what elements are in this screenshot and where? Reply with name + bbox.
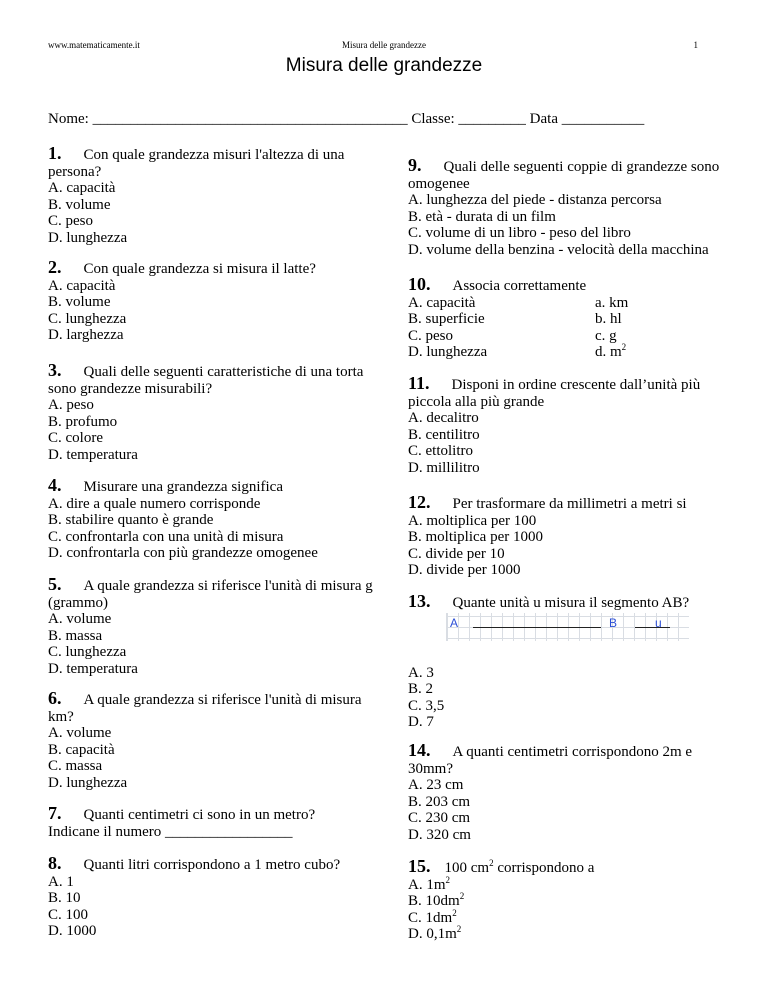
match-row [408,311,738,328]
option: D. lunghezza [48,229,128,246]
option: D. temperatura [48,660,138,677]
option: B. $10dm^2$ [408,891,465,909]
question-number: 3. [48,360,62,380]
question-11 [408,375,738,476]
option: C. colore [48,430,103,446]
match-row [408,295,738,312]
point-b-label: B [609,616,618,630]
question-number: 11. [408,373,430,393]
option: C. lunghezza [48,644,127,660]
match-left-item: C. peso [408,327,453,344]
option: C. confrontarla con una unità di misura [48,528,284,545]
question-3 [48,362,378,463]
question-13 [408,593,738,731]
question-number: 9. [408,155,422,175]
question-7 [48,805,378,840]
question-text: Quali delle seguenti caratteristiche di una torta sono grandezze misurabili? [48,364,364,397]
student-info-line: Nome: __________________________________________ Classe: _________ Data ___________ [48,111,645,127]
option: D. $0,1m^2$ [408,924,462,942]
match-right-item: d. $m^2$ [595,342,627,360]
option: D. volume della benzina - velocità della macchina [408,241,709,258]
question-text: Quanti litri corrispondono a 1 metro cubo? [83,857,341,873]
option: C. 100 [48,906,89,923]
match-left-item: B. superficie [408,311,485,327]
header-page-number: 1 [693,40,698,50]
option: D. lunghezza [48,774,128,791]
question-number: 4. [48,475,62,495]
question-number: 14. [408,740,431,760]
question-15 [408,858,738,943]
option: D. confrontarla con più grandezze omogenee [48,545,318,561]
option: D. divide per 1000 [408,562,521,578]
question-number: 13. [408,591,431,611]
question-text: Con quale grandezza si misura il latte? [83,261,316,277]
question-number: 8. [48,853,62,873]
question-8 [48,855,378,940]
question-text: Quanti centimetri ci sono in un metro? [83,807,316,823]
question-5 [48,576,378,677]
question-text: Disponi in ordine crescente dall’unità più piccola alla più grande [408,377,701,410]
question-text: Associa correttamente [452,278,587,294]
question-text: A quanti centimetri corrispondono 2m e 30mm? [408,744,693,777]
option: C. divide per 10 [408,545,505,562]
point-a-label: A [450,616,459,630]
match-row [408,344,738,361]
option: C. lunghezza [48,310,127,327]
option: C. $1dm^2$ [408,907,457,926]
option: A. lunghezza del piede - distanza percorsa [408,192,662,208]
option: B. volume [48,294,111,310]
option: B. 203 cm [408,793,471,810]
option: D. 1000 [48,923,97,939]
option: B. età - durata di un film [408,208,556,225]
question-text: A quale grandezza si riferisce l'unità di misura km? [48,692,362,725]
option: B. 10 [48,890,81,906]
option: A. volume [48,725,112,741]
header-doc-title: Misura delle grandezze [342,40,426,50]
page-title: Misura delle grandezze [285,55,483,76]
segment-grid-figure [446,613,689,641]
option: B. centilitro [408,426,480,443]
question-text: Quante unità u misura il segmento AB? [452,595,690,611]
option: D. millilitro [408,459,480,476]
option: A. $1m^2$ [408,874,450,893]
option: A. 3 [408,664,434,681]
option: D. temperatura [48,446,138,463]
option: A. moltiplica per 100 [408,512,537,529]
superscript: 2 [489,858,494,868]
question-text: Quali delle seguenti coppie di grandezze sono omogenee [408,159,720,192]
question-2 [48,259,378,344]
question-number: 2. [48,257,62,277]
match-left-item: A. capacità [408,294,476,311]
option: C. peso [48,213,93,229]
question-number: 5. [48,574,62,594]
match-right-item: b. hl [595,311,622,327]
match-right-item: c. g [595,327,617,344]
header-site: www.matematicamente.it [48,40,140,50]
question-6 [48,690,378,791]
question-4 [48,477,378,562]
question-1 [48,145,378,246]
question-text: Per trasformare da millimetri a metri si [452,496,687,512]
unit-label: u [655,616,662,630]
option: D. 320 cm [408,826,471,843]
option: B. 2 [408,681,434,697]
question-text: Con quale grandezza misuri l'altezza di una persona? [48,147,345,180]
option: A. decalitro [408,410,479,426]
question-9 [408,157,738,258]
question-text: Misurare una grandezza significa [83,479,283,495]
option: C. 3,5 [408,697,445,714]
question-number: 1. [48,143,62,163]
option: B. moltiplica per 1000 [408,529,543,545]
match-left-item: D. lunghezza [408,344,488,360]
question-text: A quale grandezza si riferisce l'unità di misura g (grammo) [48,578,373,611]
option: A. peso [48,397,94,413]
option: A. capacità [48,277,116,294]
option: A. volume [48,611,112,627]
unit-segment [635,627,670,628]
question-14 [408,742,738,843]
question-number: 6. [48,688,62,708]
superscript: 2 [621,342,627,352]
answer-blank-line[interactable]: Indicane il numero _________________ [48,823,293,840]
option: D. 7 [408,714,434,730]
match-right-item: a. km [595,294,629,311]
option: B. profumo [48,413,118,430]
question-10 [408,276,738,361]
question-number: 7. [48,803,62,823]
option: D. larghezza [48,327,124,343]
question-number: 15. [408,856,431,876]
option: B. stabilire quanto è grande [48,512,214,528]
segment-ab [473,627,601,628]
question-number: 10. [408,274,431,294]
match-row [408,328,738,345]
option: A. 23 cm [408,777,464,793]
option: C. massa [48,758,103,774]
option: B. massa [48,627,103,644]
option: B. volume [48,196,111,213]
option: C. ettolitro [408,443,473,459]
option: A. capacità [48,180,116,196]
option: B. capacità [48,741,115,758]
question-12 [408,494,738,579]
option: C. 230 cm [408,810,471,826]
question-text: 100 cm [444,860,490,876]
question-text-end: corrispondono a [493,860,595,876]
option: A. dire a quale numero corrisponde [48,495,261,512]
question-number: 12. [408,492,431,512]
option: A. 1 [48,873,74,890]
option: C. volume di un libro - peso del libro [408,225,631,241]
